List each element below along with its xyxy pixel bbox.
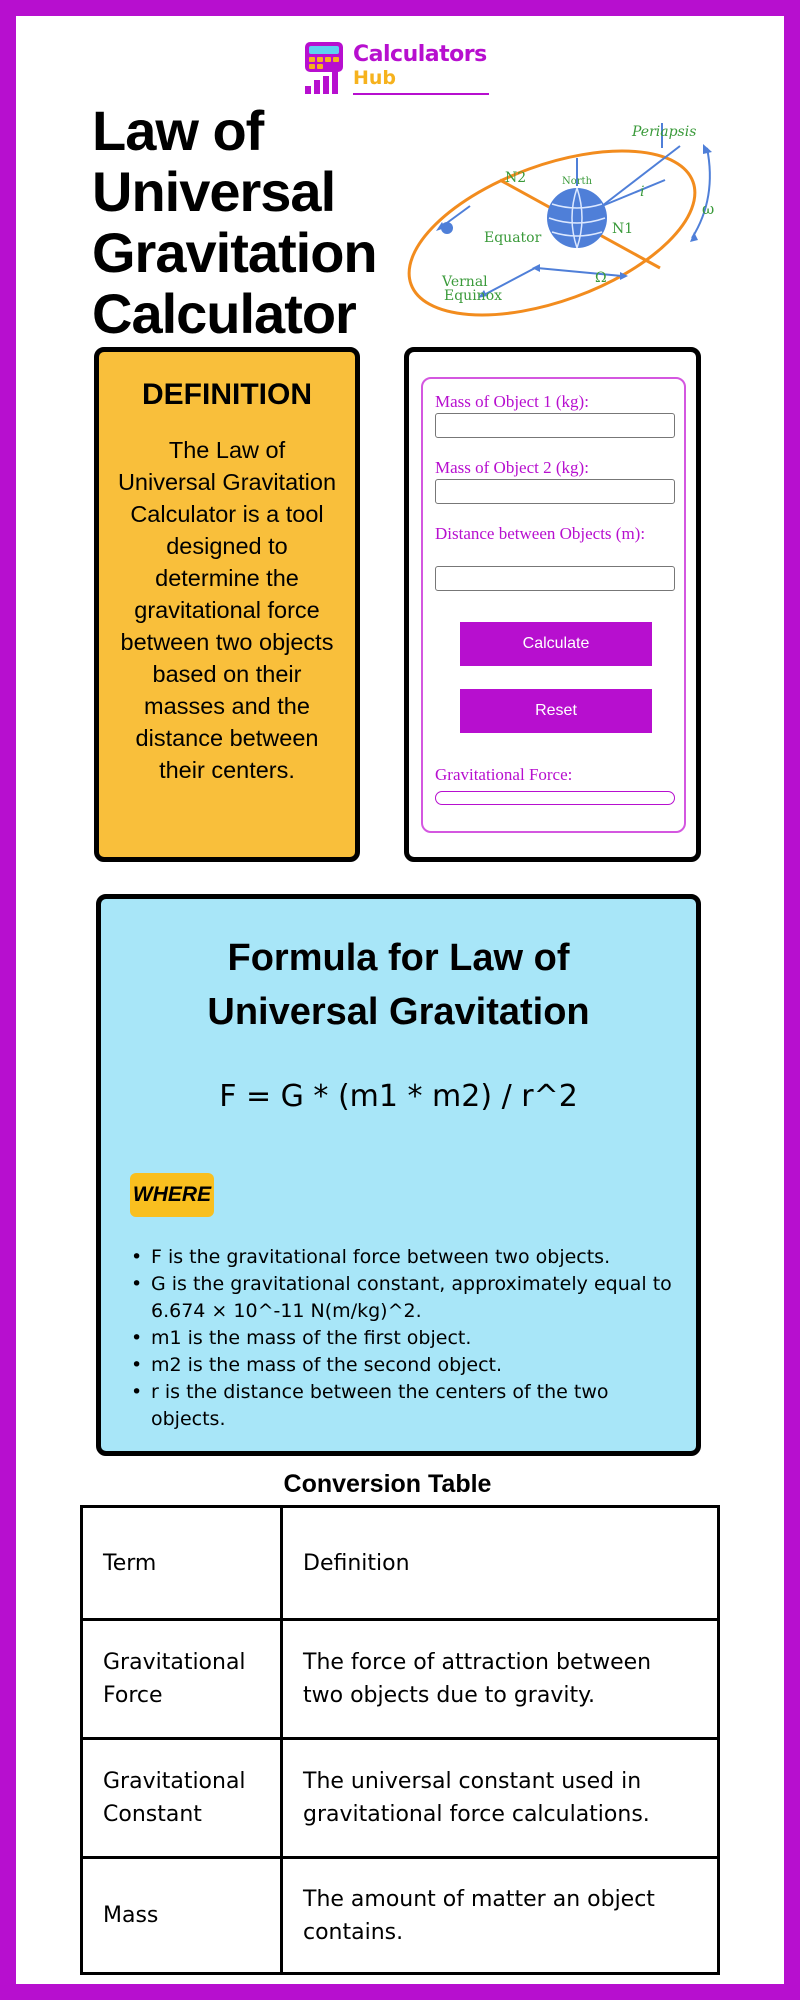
table-cell-definition: The universal constant used in gravitational force calculations. [282, 1739, 719, 1858]
calculate-button[interactable]: Calculate [460, 622, 652, 666]
table-row [82, 1858, 719, 1974]
label-periapsis: Periapsis [632, 124, 697, 140]
calculator-card [404, 347, 701, 862]
table-cell-term: Term [82, 1507, 282, 1620]
calculators-hub-logo[interactable] [303, 40, 493, 100]
logo-name: Calculators [353, 42, 487, 67]
mass1-label: Mass of Object 1 (kg): [435, 392, 589, 411]
table-row [82, 1620, 719, 1739]
title-line: Universal [92, 160, 336, 223]
calculator-logo-icon [303, 40, 347, 96]
table-cell-term: Gravitational Force [82, 1620, 282, 1739]
table-cell-definition: The amount of matter an object contains. [282, 1858, 719, 1974]
result-output [435, 791, 675, 805]
label-omega-small: ω [702, 200, 715, 218]
label-vernal: Vernal [442, 274, 488, 290]
formula-equation: F = G * (m1 * m2) / r^2 [219, 1079, 578, 1114]
label-i: i [640, 184, 645, 200]
logo-subname: Hub [353, 67, 397, 89]
definition-text: The Law of Universal Gravitation Calculator is a tool designed to determine the gravitational force between two objects based on their masses and the distance between their centers. [117, 437, 337, 783]
definition-title: DEFINITION [142, 378, 312, 411]
result-label: Gravitational Force: [435, 765, 573, 784]
list-item: • m1 is the mass of the first object. [151, 1325, 681, 1352]
list-item: • G is the gravitational constant, approximately equal to 6.674 × 10^-11 N(m/kg)^2. [151, 1271, 681, 1325]
table-cell-term: Gravitational Constant [82, 1739, 282, 1858]
title-line: Calculator [92, 282, 356, 345]
label-omega-big: Ω [595, 270, 607, 286]
where-badge: WHERE [130, 1173, 214, 1217]
list-item: • m2 is the mass of the second object. [151, 1352, 681, 1379]
mass1-input[interactable] [435, 413, 675, 438]
mass2-label: Mass of Object 2 (kg): [435, 458, 589, 477]
table-row [82, 1739, 719, 1858]
label-north: North [562, 176, 593, 187]
list-item: • F is the gravitational force between two objects. [151, 1244, 681, 1271]
table-cell-definition: Definition [282, 1507, 719, 1620]
label-n1: N1 [612, 221, 634, 237]
calculator-form [421, 377, 686, 833]
distance-label: Distance between Objects (m): [435, 524, 646, 543]
table-cell-term: Mass [82, 1858, 282, 1974]
label-equinox: Equinox [444, 288, 503, 304]
conversion-table [80, 1505, 720, 1975]
table-row [82, 1507, 719, 1620]
definition-card [94, 347, 360, 862]
label-equator: Equator [484, 230, 542, 246]
list-item: • r is the distance between the centers of the two objects. [151, 1379, 681, 1433]
orbit-diagram [392, 118, 722, 338]
title-line: Gravitation [92, 221, 377, 284]
distance-input[interactable] [435, 566, 675, 591]
page-title [92, 100, 392, 344]
mass2-input[interactable] [435, 479, 675, 504]
variable-list [151, 1244, 681, 1433]
title-line: Law of [92, 99, 264, 162]
table-cell-definition: The force of attraction between two objects due to gravity. [282, 1620, 719, 1739]
reset-button[interactable]: Reset [460, 689, 652, 733]
globe-icon [547, 188, 607, 248]
formula-title: Formula for Law of Universal Gravitation [207, 937, 590, 1033]
logo-underline [353, 93, 489, 95]
label-n2: N2 [505, 170, 527, 186]
conversion-table-title: Conversion Table [283, 1470, 492, 1498]
formula-card [96, 894, 701, 1456]
